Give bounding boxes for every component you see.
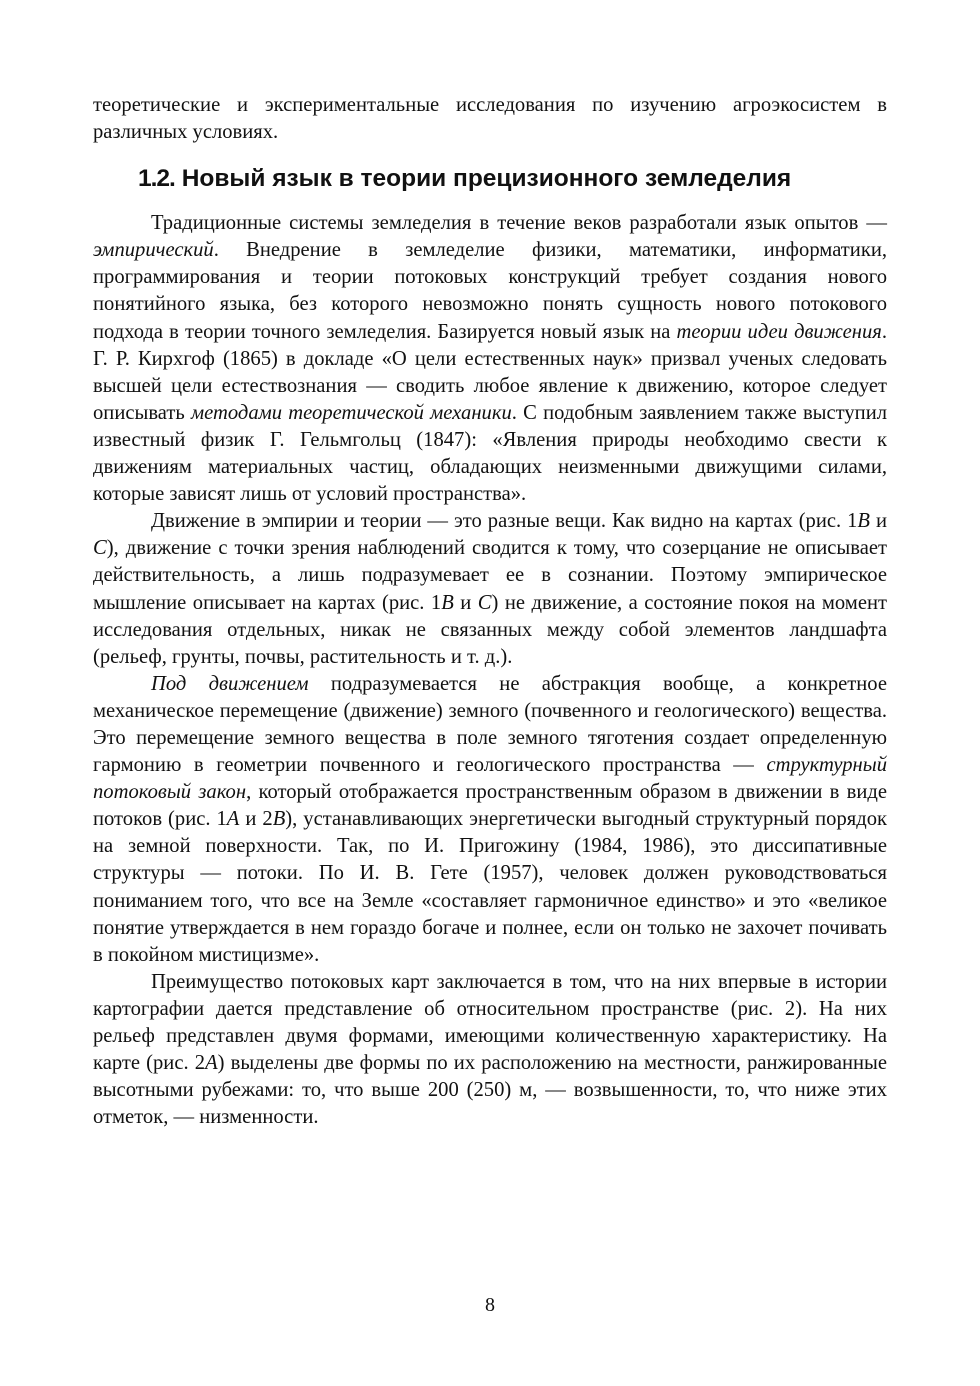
figure-ref-letter: A [226,808,240,831]
figure-ref-letter: B [272,808,286,831]
text-run: , который отображается пространственным образом в движении в виде потоков (рис. 1 [93,781,888,831]
page-number: 8 [485,1294,495,1316]
section-title: Новый язык в теории прецизионного земледелия [181,165,792,193]
text-run: и 2 [239,808,273,831]
paragraph-2 [93,508,887,671]
text-run: ) не движение, а состояние покоя на момент исследования отдельных, никак не связанных между собой элементов ландшафта (рельеф, грунты, почвы, растительность и т. д.). [93,591,887,668]
paragraph-4 [93,969,887,1132]
italic-term: методами теоретической механики [191,401,512,424]
text-run: Движение в эмпирии и теории — это разные вещи. Как видно на картах (рис. 1 [151,510,858,533]
text-run: . Внедрение в земледелие физики, математики, информатики, программирования и теории потоковых конструкций требует создания нового понятийного языка, без которого невозможно понять сущность нового потокового подхода в теории точного земледелия. Базируется новый язык на [93,239,887,343]
figure-ref-letter: B [857,510,871,533]
figure-ref-letter: A [205,1052,218,1075]
italic-term: структурный потоковый закон [93,754,887,804]
text-run: ), устанавливающих энергетически выгодный структурный порядок на земной поверхности. Так, по И. Пригожину (1984, 1986), это диссипативные структуры — потоки. По И. В. Гете (1957), человек должен руководствоваться пониманием того, что все на Земле «составляет гармоничное единство» и это «великое понятие утверждается в нем гораздо богаче и полнее, если он только не захочет почивать в покойном мистицизме». [93,808,887,966]
text-run: . С подобным заявлением также выступил известный физик Г. Гельмгольц (1847): «Явления природы необходимо свести к движениям материальных частиц, обладающих неизменными движущими силами, которые зависят лишь от условий пространства». [93,401,887,506]
section-heading [93,160,887,198]
text-run: и [453,591,478,614]
section-number: 1.2. [138,165,175,193]
italic-term: Под движением [151,672,309,695]
intro-text: теоретические и экспериментальные исследования по изучению агроэкосистем в различных условиях. [93,94,887,144]
figure-ref-letter: B [441,591,454,614]
page-body [93,92,887,1131]
text-run: Традиционные системы земледелия в течение веков разработали язык опытов — [151,212,887,235]
text-run: . Г. Р. Кирхгоф (1865) в докладе «О цели естественных наук» призвал ученых следовать высшей цели естествознания — сводить любое явление к движению, которое следует описывать [93,320,887,424]
text-run: подразумевается не абстракция вообще, а конкретное механическое перемещение (движение) земного (почвенного и геологического) вещества. Это перемещение земного вещества в поле земного тяготения создает определенную гармонию в геометрии почвенного и геологического пространства — [93,672,887,777]
text-run: ) выделены две формы по их расположению на местности, ранжированные высотными рубежами: то, что выше 200 (250) м, — возвышенности, то, что ниже этих отметок, — низменности. [93,1052,887,1129]
paragraph-3 [93,671,887,969]
text-run: Преимущество потоковых карт заключается в том, что на них впервые в истории картографии дается представление об относительном пространстве (рис. 2). На них рельеф представлен двумя формами, имеющими количественную характеристику. На карте (рис. 2 [93,970,887,1075]
figure-ref-letter: C [477,591,492,614]
italic-term: теории идеи движения [676,320,882,343]
text-run: ), движение с точки зрения наблюдений сводится к тому, что созерцание не описывает действительность, а лишь подразумевает ее в сознании. Поэтому эмпирическое мышление описывает на картах (рис. 1 [93,537,887,614]
figure-ref-letter: C [93,537,107,560]
paragraph-1 [93,210,887,508]
text-run: и [870,510,887,533]
italic-term: эмпирический [93,239,214,262]
intro-paragraph [93,92,887,146]
